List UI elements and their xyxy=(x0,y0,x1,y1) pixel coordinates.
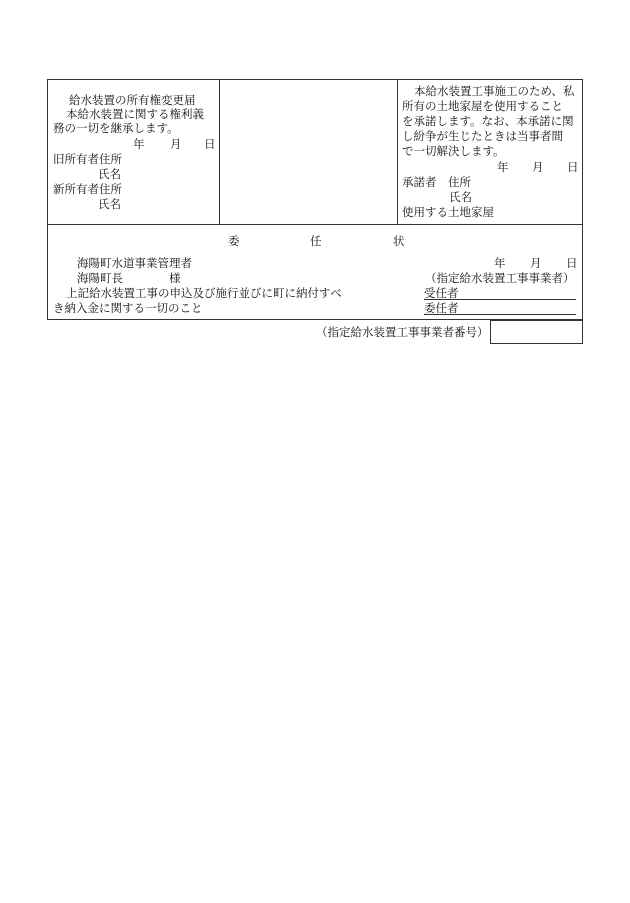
delegator-label: 委任者 xyxy=(424,301,459,315)
contractor-label: （指定給水装置工事事業者） xyxy=(425,271,575,285)
ownership-date-year: 年 xyxy=(133,137,145,151)
consent-line5: で一切解決します。 xyxy=(402,144,505,158)
delegation-body-line2: き納入金に関する一切のこと xyxy=(53,301,203,315)
delegation-body-line1: 上記給水装置工事の申込及び施行並びに町に納付すべ xyxy=(66,286,342,300)
ownership-title: 給水装置の所有権変更届 xyxy=(69,93,196,107)
ownership-date-day: 日 xyxy=(204,137,216,151)
consent-line2: 所有の土地家屋を使用すること xyxy=(402,99,563,113)
ownership-body-line1: 本給水装置に関する権利義 xyxy=(66,107,204,121)
column-divider-right xyxy=(397,79,398,224)
consent-date-month: 月 xyxy=(532,160,544,174)
delegation-title-char1: 委 xyxy=(228,234,240,248)
contractor-number-label: （指定給水装置工事事業者番号） xyxy=(316,325,489,339)
property-used-label: 使用する土地家屋 xyxy=(402,205,494,219)
blank-cell xyxy=(222,82,394,222)
consenter-address-label: 承諾者 住所 xyxy=(402,175,471,189)
delegation-title-char2: 任 xyxy=(310,234,322,248)
consent-date-year: 年 xyxy=(497,160,509,174)
consent-line1: 本給水装置工事施工のため、私 xyxy=(414,84,575,98)
delegation-date-month: 月 xyxy=(530,256,542,270)
delegation-date-year: 年 xyxy=(494,256,506,270)
delegate-label: 受任者 xyxy=(424,286,459,300)
column-divider-left xyxy=(219,79,220,224)
contractor-number-box xyxy=(490,320,583,344)
ownership-date-month: 月 xyxy=(170,137,182,151)
delegate-underline xyxy=(424,299,576,300)
delegation-date-day: 日 xyxy=(566,256,578,270)
addressee-line1: 海陽町水道事業管理者 xyxy=(77,256,192,270)
delegator-underline xyxy=(424,314,576,315)
consent-date-day: 日 xyxy=(567,160,579,174)
consenter-name-label: 氏名 xyxy=(449,190,472,204)
delegation-title-char3: 状 xyxy=(393,234,405,248)
old-owner-name-label: 氏名 xyxy=(98,167,121,181)
old-owner-address-label: 旧所有者住所 xyxy=(53,152,122,166)
consent-line4: し紛争が生じたときは当事者間 xyxy=(402,129,563,143)
new-owner-address-label: 新所有者住所 xyxy=(53,182,122,196)
addressee-honorific: 様 xyxy=(169,271,181,285)
consent-line3: を承諾します。なお、本承諾に関 xyxy=(402,114,574,128)
section-divider xyxy=(47,224,583,225)
addressee-line2: 海陽町長 xyxy=(77,271,123,285)
ownership-body-line2: 務の一切を継承します。 xyxy=(53,121,179,135)
new-owner-name-label: 氏名 xyxy=(98,197,121,211)
